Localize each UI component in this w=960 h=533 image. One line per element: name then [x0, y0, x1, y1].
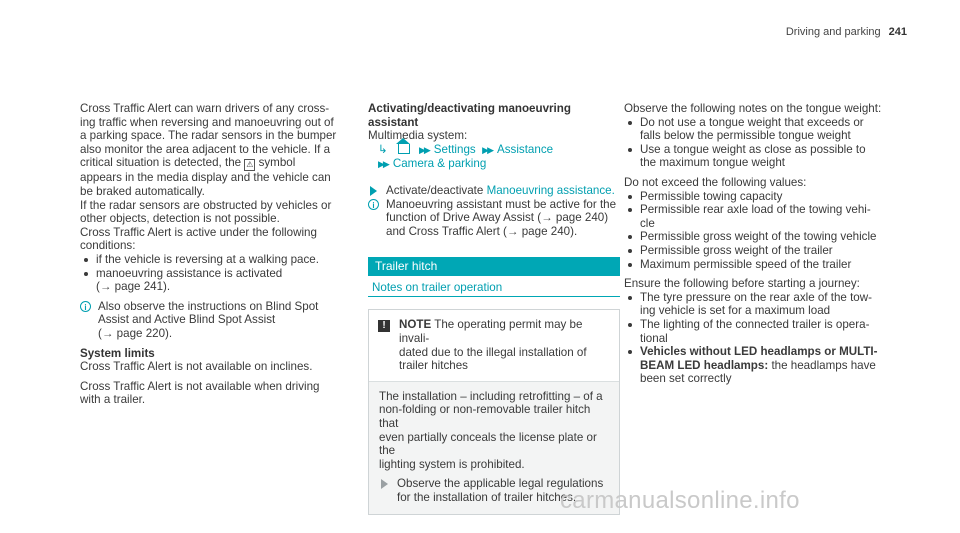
- line: Use a tongue weight as close as possible to: [640, 142, 866, 156]
- info-icon: i: [368, 199, 379, 210]
- line: The installation – including retrofitting – of a: [379, 389, 603, 403]
- list-item: [624, 345, 886, 386]
- home-icon: [398, 144, 410, 154]
- line: Permissible rear axle load of the towing vehi-: [640, 203, 871, 217]
- system-limits-heading: System limits: [80, 346, 155, 360]
- line: if the vehicle is reversing at a walking pace.: [96, 252, 319, 266]
- action-arrow-icon: [381, 479, 388, 489]
- line: tional: [640, 331, 668, 345]
- action-arrow-icon: [370, 186, 377, 196]
- page-number: 241: [888, 26, 907, 38]
- running-header: [786, 26, 907, 40]
- list-item: [624, 244, 886, 258]
- line: non-folding or non-removable trailer hitch that: [379, 403, 591, 430]
- list-item: [624, 291, 886, 318]
- action-text: Activate/deactivate: [386, 183, 484, 197]
- line: Observe the applicable legal regulations: [397, 477, 604, 491]
- menu-path: [368, 143, 620, 172]
- info-note: [368, 198, 620, 239]
- note-box: [368, 309, 620, 515]
- line: The lighting of the connected trailer is opera-: [640, 317, 870, 331]
- line: critical situation is detected, the: [80, 156, 242, 170]
- line: been set correctly: [640, 372, 732, 386]
- line: Do not use a tongue weight that exceeds or: [640, 115, 864, 129]
- chapter-band: Trailer hitch: [368, 257, 620, 276]
- line: Permissible towing capacity: [640, 189, 783, 203]
- line: Also observe the instructions on Blind Spot: [98, 299, 319, 313]
- paragraph-intro: [80, 102, 355, 199]
- line: the maximum tongue weight: [640, 156, 785, 170]
- line: symbol: [258, 156, 296, 170]
- list-item: [624, 116, 886, 143]
- line: dated due to the illegal installation of: [399, 345, 587, 359]
- line: Cross Traffic Alert is not available on inclines.: [80, 360, 313, 374]
- paragraph-limits-trailer: [80, 380, 355, 407]
- line: ing vehicle is set for a maximum load: [640, 304, 831, 318]
- double-chevron-icon: ▶▶: [378, 159, 388, 170]
- section-title: Driving and parking: [785, 26, 881, 38]
- list-item: [624, 190, 886, 204]
- paragraph-limits: [80, 360, 355, 374]
- list-item: [624, 203, 886, 230]
- line: (→ page 241).: [96, 280, 171, 294]
- note-label: NOTE: [399, 318, 432, 332]
- line: The operating permit may be invali-: [399, 318, 583, 345]
- column-left: [80, 102, 355, 407]
- watermark: carmanualsonline.info: [560, 487, 800, 514]
- cross-traffic-warning-icon: ⚠: [246, 160, 254, 170]
- line: lighting system is prohibited.: [379, 457, 525, 471]
- menu-settings: Settings: [433, 142, 476, 156]
- list-item: [80, 253, 355, 267]
- paragraph-obstruction: [80, 199, 355, 226]
- line: Permissible gross weight of the trailer: [640, 243, 833, 257]
- line: (→ page 220).: [98, 326, 173, 340]
- line: Cross Traffic Alert is active under the following: [80, 225, 317, 239]
- line: Manoeuvring assistant must be active for the: [386, 197, 617, 211]
- action-menu-item: Manoeuvring assistance.: [486, 183, 615, 197]
- line: If the radar sensors are obstructed by vehicles or: [80, 198, 332, 212]
- line: The tyre pressure on the rear axle of the tow-: [640, 290, 872, 304]
- info-icon: i: [80, 301, 91, 312]
- column-middle: [368, 102, 620, 515]
- tongue-weight-intro: Observe the following notes on the tongue weight:: [624, 102, 882, 115]
- note-header: [369, 310, 619, 380]
- line: even partially conceals the license plate or the: [379, 430, 597, 458]
- line: with a trailer.: [80, 393, 146, 407]
- line: Cross Traffic Alert can warn drivers of any cross-: [80, 102, 330, 115]
- line: conditions:: [80, 239, 136, 253]
- subsection-heading: Notes on trailer operation: [368, 280, 620, 297]
- line: appears in the media display and the vehicle can: [80, 171, 331, 185]
- line: Permissible gross weight of the towing vehicle: [640, 230, 877, 244]
- section-heading: Activating/deactivating manoeuvring assistant: [368, 102, 571, 129]
- double-chevron-icon: ▶▶: [482, 144, 492, 155]
- line: cle: [640, 216, 655, 230]
- info-note: [80, 300, 355, 341]
- enter-arrow-icon: ↳: [378, 142, 388, 156]
- line: Assist and Active Blind Spot Assist: [98, 313, 276, 327]
- action-step: [368, 184, 620, 198]
- line: other objects, detection is not possible.: [80, 212, 280, 226]
- column-right: [624, 102, 886, 386]
- line: for the installation of trailer hitches.: [397, 490, 577, 504]
- line: a parking space. The radar sensors in the bumper: [80, 129, 337, 143]
- line: also monitor the area adjacent to the vehicle. If a: [80, 142, 331, 156]
- line: Cross Traffic Alert is not available when driving: [80, 379, 320, 393]
- list-item: [624, 258, 886, 272]
- list-item: [80, 267, 355, 294]
- menu-assistance: Assistance: [497, 142, 554, 156]
- line: and Cross Traffic Alert (→ page 240).: [386, 224, 578, 238]
- multimedia-label: Multimedia system:: [368, 129, 468, 143]
- list-item: [624, 143, 886, 170]
- line: function of Drive Away Assist (→ page 240): [386, 211, 609, 225]
- line: trailer hitches: [399, 359, 468, 373]
- line: BEAM LED headlamps:: [640, 358, 769, 372]
- paragraph-conditions: [80, 226, 355, 253]
- line: ing traffic when reversing and manoeuvring out of: [80, 115, 334, 129]
- line: manoeuvring assistance is activated: [96, 266, 283, 280]
- line: the headlamps have: [771, 358, 876, 372]
- line: falls below the permissible tongue weight: [640, 129, 851, 143]
- double-chevron-icon: ▶▶: [418, 144, 429, 155]
- list-item: [624, 230, 886, 244]
- warning-exclamation-icon: !: [378, 320, 390, 332]
- menu-camera-parking: Camera & parking: [392, 157, 487, 171]
- list-item: [624, 318, 886, 345]
- journey-intro: Ensure the following before starting a journey:: [624, 277, 860, 291]
- line: Vehicles without LED headlamps or MULTI-: [640, 345, 878, 359]
- values-intro: Do not exceed the following values:: [624, 175, 807, 189]
- line: be braked automatically.: [80, 184, 205, 198]
- line: Maximum permissible speed of the trailer: [640, 257, 852, 271]
